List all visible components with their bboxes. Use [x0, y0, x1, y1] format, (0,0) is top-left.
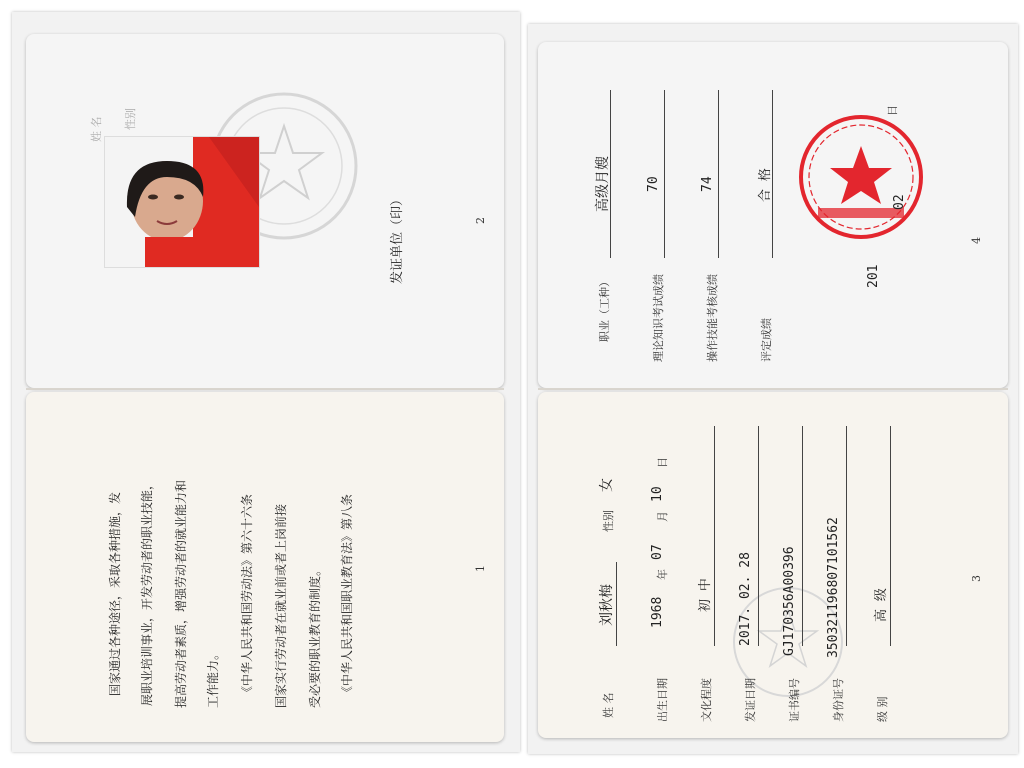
- skill-line: [718, 90, 719, 258]
- right-scan: [528, 24, 1018, 754]
- law-line-3: 提高劳动者素质，增强劳动者的就业能力和: [174, 479, 188, 708]
- level-label: 级 别: [876, 696, 889, 722]
- edu-value: 初 中: [698, 578, 713, 612]
- id-label: 身份证号: [832, 678, 845, 722]
- edu-line: [714, 426, 715, 646]
- fold-line-right: [538, 388, 1008, 390]
- skill-value: 74: [700, 176, 715, 192]
- name-label: 姓 名: [602, 692, 615, 718]
- law-line-4: 工作能力。: [206, 647, 220, 708]
- issue-value: 2017. 02. 28: [738, 552, 753, 646]
- issue-label: 发证日期: [744, 678, 757, 722]
- dob-year: 1968: [650, 596, 665, 628]
- law-line-1: 国家通过各种途径，采取各种措施，发: [108, 491, 122, 696]
- dob-day-unit: 日: [656, 457, 669, 468]
- page-3: [538, 392, 1008, 738]
- occupation-label: 职业（工种）: [598, 276, 611, 342]
- sex-label: 性别: [602, 510, 615, 532]
- faint-label-name: 姓 名: [90, 116, 103, 142]
- id-value: 350321196807101562: [826, 517, 841, 658]
- law-line-8: 《中华人民共和国职业教育法》第八条: [340, 493, 354, 698]
- dob-month-unit: 月: [656, 511, 669, 522]
- name-line: [616, 562, 617, 646]
- seal-date-prefix: 201: [866, 264, 881, 288]
- id-line: [846, 426, 847, 646]
- faint-label-sex: 性别: [124, 108, 137, 130]
- result-value: 合 格: [758, 168, 773, 202]
- theory-value: 70: [646, 176, 661, 192]
- portrait-photo: [104, 136, 260, 268]
- page-number-3: 3: [970, 575, 983, 582]
- skill-label: 操作技能考核成绩: [706, 274, 719, 362]
- cert-value: GJ170356A00396: [782, 546, 797, 656]
- seal-date-month: 02: [892, 194, 907, 210]
- law-line-6: 国家实行劳动者在就业前或者上岗前接: [274, 503, 288, 708]
- left-scan: [12, 12, 520, 752]
- law-line-2: 展职业培训事业，开发劳动者的职业技能，: [140, 477, 154, 706]
- fold-line: [26, 388, 504, 390]
- page-number-4: 4: [970, 237, 983, 244]
- level-line: [890, 426, 891, 646]
- issuer-label: 发证单位（印）: [390, 192, 405, 284]
- page-number-1: 1: [474, 565, 487, 572]
- dob-label: 出生日期: [656, 678, 669, 722]
- theory-line: [664, 90, 665, 258]
- sex-value: 女: [599, 478, 615, 492]
- issue-line: [758, 426, 759, 646]
- dob-year-unit: 年: [656, 569, 669, 580]
- portrait-image: [105, 137, 259, 267]
- dob-day: 10: [650, 486, 665, 502]
- edu-label: 文化程度: [700, 678, 713, 722]
- theory-label: 理论知识考试成绩: [652, 274, 665, 362]
- result-label: 评定成绩: [760, 318, 773, 362]
- cert-line: [802, 426, 803, 646]
- cert-label: 证书编号: [788, 678, 801, 722]
- page-number-2: 2: [474, 217, 487, 224]
- page-1: [26, 392, 504, 742]
- law-line-7: 受必要的职业教育的制度。: [308, 563, 322, 708]
- seal-date-suffix: 日: [886, 105, 899, 116]
- law-line-5: 《中华人民共和国劳动法》第六十六条: [240, 493, 254, 698]
- name-value: 刘秋梅: [599, 584, 615, 626]
- dob-month: 07: [650, 544, 665, 560]
- occupation-value: 高级月嫂: [595, 156, 611, 212]
- red-seal: [796, 112, 926, 242]
- page-2: [26, 34, 504, 388]
- level-value: 高 级: [874, 588, 889, 622]
- page-4: [538, 42, 1008, 388]
